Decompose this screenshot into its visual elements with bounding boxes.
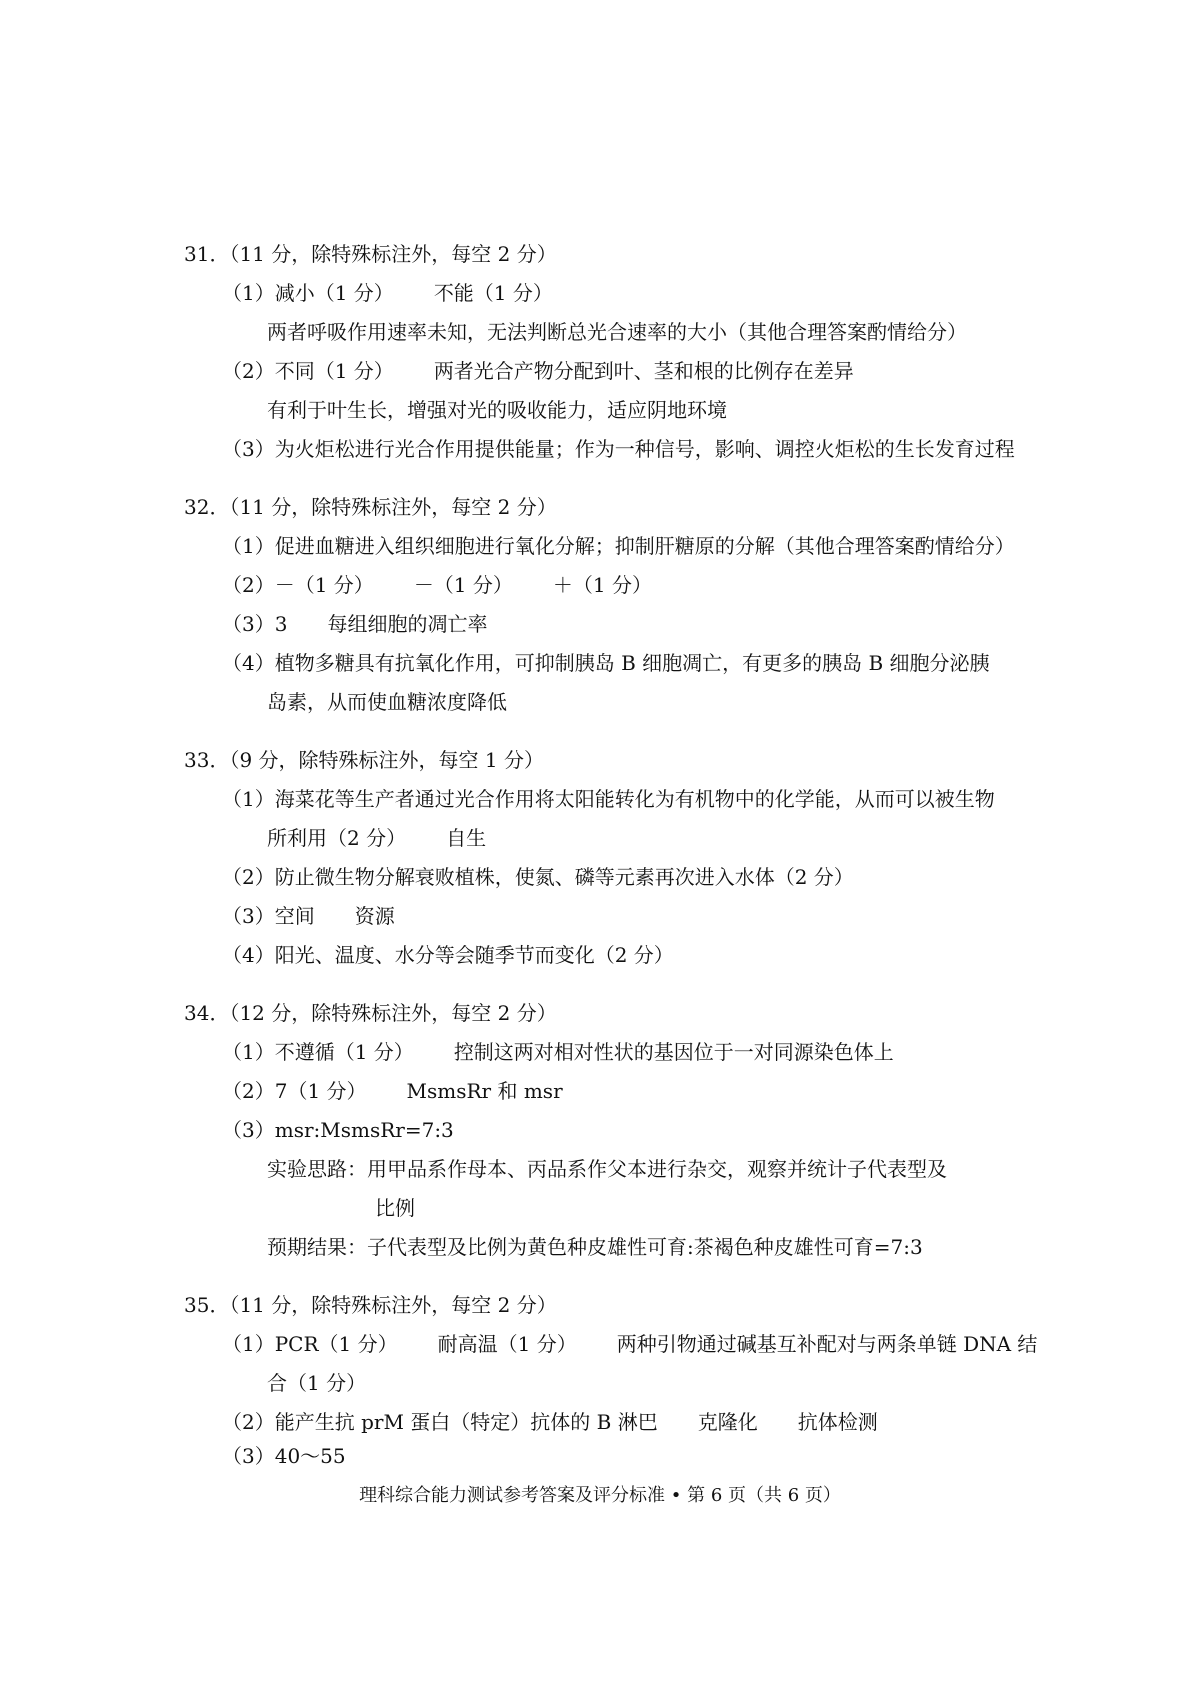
page-footer: 理科综合能力测试参考答案及评分标准 • 第 6 页（共 6 页） — [359, 1485, 841, 1506]
q31-line-2: 两者呼吸作用速率未知，无法判断总光合速率的大小（其他合理答案酌情给分） — [267, 320, 967, 344]
q32-answer-2a: （2）－（1 分） — [222, 573, 374, 597]
q31-line-5: （3）为火炬松进行光合作用提供能量；作为一种信号，影响、调控火炬松的生长发育过程 — [222, 437, 1015, 461]
q32-heading: 32．（11 分，除特殊标注外，每空 2 分） — [184, 495, 557, 519]
q32-line-4: （4）植物多糖具有抗氧化作用，可抑制胰岛 B 细胞凋亡，有更多的胰岛 B 细胞分泌胰 — [222, 651, 990, 675]
q32-answer-2c: ＋（1 分） — [552, 573, 652, 597]
q32-line-1: （1）促进血糖进入组织细胞进行氧化分解；抑制肝糖原的分解（其他合理答案酌情给分） — [222, 534, 1015, 558]
q34-line-1 — [222, 1036, 894, 1065]
q33-line-1: （1）海菜花等生产者通过光合作用将太阳能转化为有机物中的化学能，从而可以被生物 — [222, 787, 995, 811]
q33-line-3: （2）防止微生物分解衰败植株，使氮、磷等元素再次进入水体（2 分） — [222, 865, 854, 889]
q32-line-5: 岛素，从而使血糖浓度降低 — [267, 690, 507, 714]
q33-line-2 — [267, 822, 486, 851]
q34-line-3: （3）msr:MsmsRr=7:3 — [222, 1118, 454, 1142]
q31-heading: 31．（11 分，除特殊标注外，每空 2 分） — [184, 242, 557, 266]
q35-answer-1b: 耐高温（1 分） — [437, 1332, 577, 1356]
q34-line-5: 比例 — [375, 1196, 415, 1220]
q34-answer-2a: （2）7（1 分） — [222, 1079, 367, 1103]
q35-line-2: 合（1 分） — [267, 1371, 367, 1395]
q33-heading: 33．（9 分，除特殊标注外，每空 1 分） — [184, 748, 544, 772]
q33-answer-1b: 自生 — [446, 826, 487, 850]
q32-answer-2b: －（1 分） — [413, 573, 513, 597]
q34-heading: 34．（12 分，除特殊标注外，每空 2 分） — [184, 1001, 557, 1025]
q34-line-4: 实验思路：用甲品系作母本、丙品系作父本进行杂交，观察并统计子代表型及 — [267, 1157, 947, 1181]
q32-answer-3b: 每组细胞的凋亡率 — [327, 612, 488, 636]
q35-line-4: （3）40～55 — [222, 1444, 346, 1468]
q31-line-3 — [222, 355, 854, 384]
q35-heading: 35．（11 分，除特殊标注外，每空 2 分） — [184, 1293, 557, 1317]
q31-line-1 — [222, 277, 553, 306]
q34-line-6: 预期结果：子代表型及比例为黄色种皮雄性可育:茶褐色种皮雄性可育=7:3 — [267, 1235, 923, 1259]
q35-line-3 — [222, 1406, 878, 1435]
q31-answer-2b: 两者光合产物分配到叶、茎和根的比例存在差异 — [433, 359, 854, 383]
q34-answer-2b: MsmsRr 和 msr — [406, 1079, 563, 1103]
q33-answer-1a: 所利用（2 分） — [267, 826, 407, 850]
q34-answer-1a: （1）不遵循（1 分） — [222, 1040, 414, 1064]
q33-line-4 — [222, 900, 395, 929]
q35-answer-1c: 两种引物通过碱基互补配对与两条单链 DNA 结 — [616, 1332, 1038, 1356]
q33-line-5: （4）阳光、温度、水分等会随季节而变化（2 分） — [222, 943, 674, 967]
q33-answer-3b: 资源 — [354, 904, 395, 928]
q35-line-1 — [222, 1328, 1037, 1357]
q31-answer-2a: （2）不同（1 分） — [222, 359, 394, 383]
q31-answer-1a: （1）减小（1 分） — [222, 281, 394, 305]
q34-answer-1b: 控制这两对相对性状的基因位于一对同源染色体上 — [453, 1040, 894, 1064]
q35-answer-2c: 抗体检测 — [797, 1410, 878, 1434]
q35-answer-2b: 克隆化 — [697, 1410, 758, 1434]
q31-answer-1b: 不能（1 分） — [433, 281, 553, 305]
q35-answer-2a: （2）能产生抗 prM 蛋白（特定）抗体的 B 淋巴 — [222, 1410, 658, 1434]
q32-line-3 — [222, 608, 487, 637]
q31-line-4: 有利于叶生长，增强对光的吸收能力，适应阴地环境 — [267, 398, 727, 422]
q34-line-2 — [222, 1075, 563, 1104]
q35-answer-1a: （1）PCR（1 分） — [222, 1332, 398, 1356]
q32-line-2 — [222, 569, 652, 598]
q33-answer-3a: （3）空间 — [222, 904, 315, 928]
q32-answer-3a: （3）3 — [222, 612, 288, 636]
